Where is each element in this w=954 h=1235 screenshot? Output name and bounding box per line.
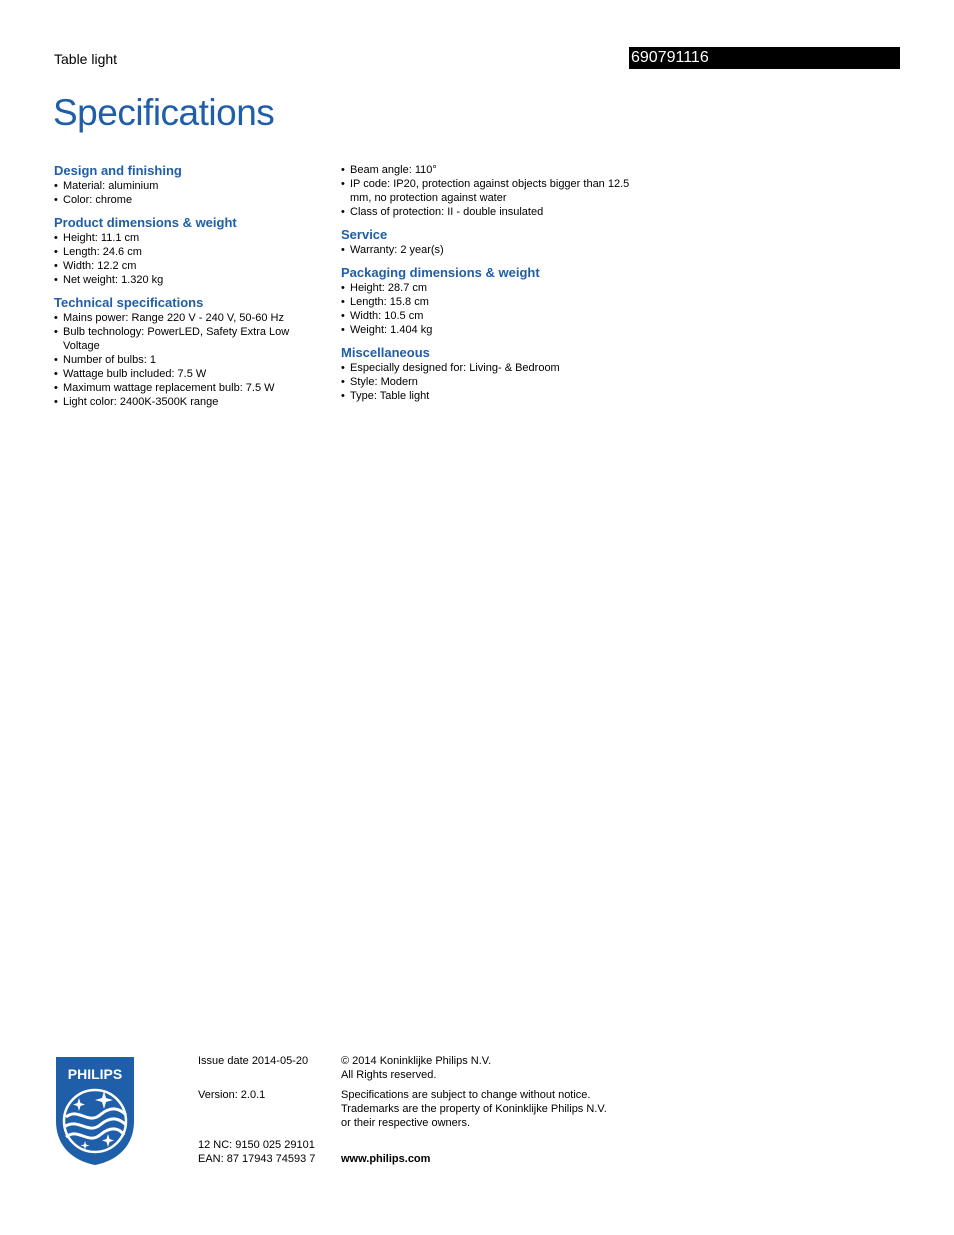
spec-section-technical-continued bbox=[341, 163, 631, 219]
specs-left-column bbox=[54, 163, 319, 417]
spec-item: • Width: 12.2 cm bbox=[54, 259, 319, 273]
spec-list bbox=[341, 163, 631, 219]
spec-section-packaging bbox=[341, 265, 631, 337]
philips-shield-icon bbox=[54, 1055, 136, 1167]
spec-item: • Maximum wattage replacement bulb: 7.5 W bbox=[54, 381, 319, 395]
spec-item: • Mains power: Range 220 V - 240 V, 50-60 Hz bbox=[54, 311, 319, 325]
notice-line: Specifications are subject to change without notice. bbox=[341, 1089, 591, 1101]
spec-item: • Width: 10.5 cm bbox=[341, 309, 631, 323]
section-heading: Technical specifications bbox=[54, 295, 204, 310]
spec-item: • Beam angle: 110° bbox=[341, 163, 631, 177]
product-type-label: Table light bbox=[54, 51, 118, 67]
spec-section-technical bbox=[54, 295, 319, 409]
spec-item: • Height: 11.1 cm bbox=[54, 231, 319, 245]
section-heading: Service bbox=[341, 227, 388, 242]
product-code-badge: 690791116 bbox=[629, 47, 900, 69]
spec-section-service bbox=[341, 227, 631, 257]
section-heading: Miscellaneous bbox=[341, 345, 430, 360]
copyright-line: © 2014 Koninklijke Philips N.V. bbox=[341, 1055, 492, 1067]
spec-item: • IP code: IP20, protection against objects bigger than 12.5 mm, no protection against water bbox=[341, 177, 631, 205]
spec-item: • Warranty: 2 year(s) bbox=[341, 243, 631, 257]
spec-item: • Wattage bulb included: 7.5 W bbox=[54, 367, 319, 381]
website-link[interactable]: www.philips.com bbox=[341, 1153, 431, 1165]
spec-item: • Class of protection: II - double insulated bbox=[341, 205, 631, 219]
spec-item: • Type: Table light bbox=[341, 389, 631, 403]
spec-section-design bbox=[54, 163, 319, 207]
spec-list bbox=[54, 231, 319, 287]
spec-list bbox=[341, 361, 631, 403]
section-heading: Product dimensions & weight bbox=[54, 215, 237, 230]
page-title: Specifications bbox=[53, 92, 275, 133]
spec-item: • Net weight: 1.320 kg bbox=[54, 273, 319, 287]
section-heading: Design and finishing bbox=[54, 163, 182, 178]
spec-item: • Light color: 2400K-3500K range bbox=[54, 395, 319, 409]
section-heading: Packaging dimensions & weight bbox=[341, 265, 540, 280]
spec-item: • Length: 15.8 cm bbox=[341, 295, 631, 309]
specs-right-column bbox=[341, 163, 631, 411]
spec-item: • Especially designed for: Living- & Bedroom bbox=[341, 361, 631, 375]
spec-item: • Height: 28.7 cm bbox=[341, 281, 631, 295]
spec-item: • Color: chrome bbox=[54, 193, 319, 207]
spec-list bbox=[54, 179, 319, 207]
spec-list bbox=[341, 281, 631, 337]
version: Version: 2.0.1 bbox=[198, 1089, 266, 1101]
rights-line: All Rights reserved. bbox=[341, 1069, 437, 1081]
logo-wordmark: PHILIPS bbox=[67, 1066, 123, 1082]
spec-item: • Bulb technology: PowerLED, Safety Extra Low Voltage bbox=[54, 325, 319, 353]
notice-line: or their respective owners. bbox=[341, 1117, 470, 1129]
spec-list bbox=[341, 243, 631, 257]
spec-item: • Length: 24.6 cm bbox=[54, 245, 319, 259]
nc-number: 12 NC: 9150 025 29101 bbox=[198, 1139, 315, 1151]
spec-item: • Weight: 1.404 kg bbox=[341, 323, 631, 337]
spec-item: • Number of bulbs: 1 bbox=[54, 353, 319, 367]
spec-section-product-dimensions bbox=[54, 215, 319, 287]
spec-section-miscellaneous bbox=[341, 345, 631, 403]
spec-list bbox=[54, 311, 319, 409]
spec-item: • Style: Modern bbox=[341, 375, 631, 389]
issue-date: Issue date 2014-05-20 bbox=[198, 1055, 309, 1067]
spec-item: • Material: aluminium bbox=[54, 179, 319, 193]
ean-number: EAN: 87 17943 74593 7 bbox=[198, 1153, 316, 1165]
notice-line: Trademarks are the property of Koninklijke Philips N.V. bbox=[341, 1103, 607, 1115]
